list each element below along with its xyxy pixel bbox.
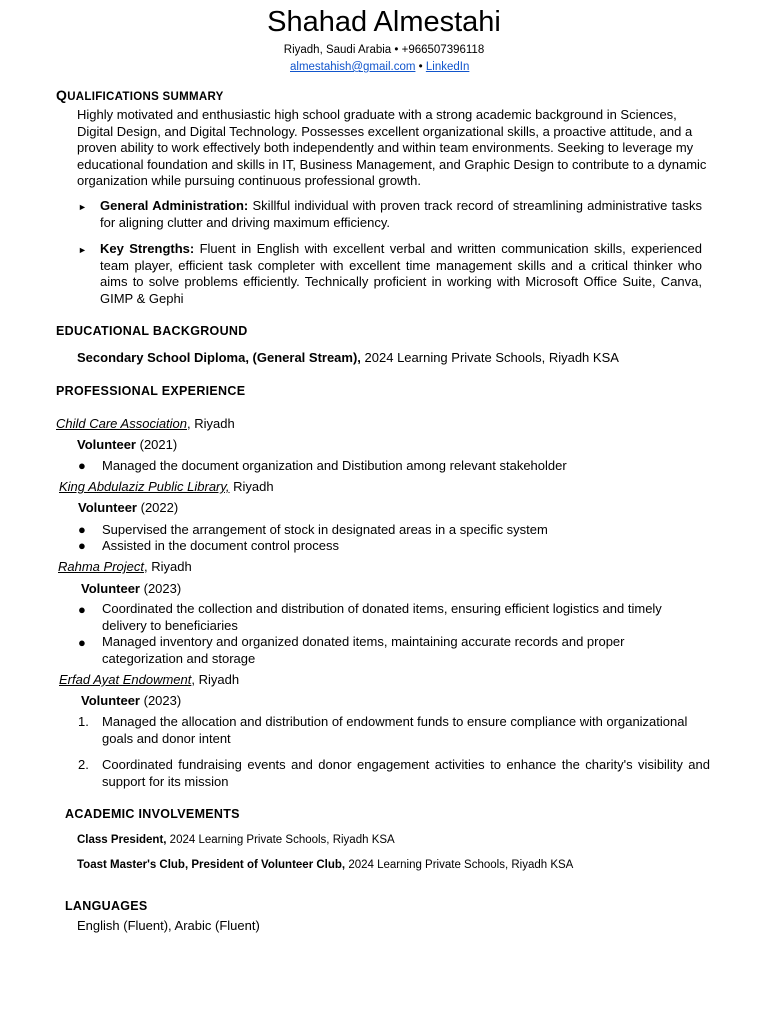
academic-title: Class President,: [77, 834, 167, 846]
bullet-text: Skillful individual with proven track record of streamlining administrative tasks for aligning clutter and driving maximum efficiency.: [100, 198, 702, 230]
role-line: [81, 581, 181, 597]
role-line: [78, 500, 178, 516]
qualifications-heading: [56, 87, 224, 105]
contact-separator: •: [415, 61, 426, 73]
academic-item: [77, 858, 573, 873]
experience-heading: PROFESSIONAL EXPERIENCE: [56, 384, 246, 398]
role-title: Volunteer: [81, 693, 140, 708]
qualification-bullet: [100, 241, 702, 307]
role-year: (2023): [140, 693, 182, 708]
list-number: 1.: [78, 714, 89, 729]
summary-paragraph: Highly motivated and enthusiastic high school graduate with a strong academic background in Sciences, Digital Design, and Digital Technology. Possesses excellent organizational skills, a proactive attitude, and a proven ability to work effectively both independently and within team environments. Seeking to leverage my educational foundation and skills in IT, Business Management, and Graphic Design to contribute to a dynamic organization while pursuing continuous professional growth.: [77, 107, 707, 189]
qualification-bullet: [100, 198, 702, 231]
experience-item: Coordinated the collection and distribution of donated items, ensuring efficient logistics and timely delivery to beneficiaries: [102, 601, 662, 633]
academic-item: [77, 833, 395, 848]
languages-heading: LANGUAGES: [65, 899, 148, 913]
experience-item: Assisted in the document control process: [102, 538, 340, 553]
org-name: Erfad Ayat Endowment: [59, 672, 192, 687]
heading-rest: UALIFICATIONS SUMMARY: [67, 91, 224, 103]
org-line: [56, 416, 235, 432]
triangle-bullet-icon: ►: [78, 245, 87, 255]
org-line: [59, 672, 239, 688]
degree-detail: 2024 Learning Private Schools, Riyadh KSA: [360, 350, 619, 365]
role-title: Volunteer: [77, 437, 136, 452]
academic-detail: 2024 Learning Private Schools, Riyadh KSA: [166, 834, 395, 846]
triangle-bullet-icon: ►: [78, 202, 87, 212]
role-year: (2021): [136, 437, 178, 452]
org-location: , Riyadh: [191, 672, 240, 687]
email-link[interactable]: almestahish@gmail.com: [290, 61, 416, 73]
org-line: [59, 479, 274, 495]
bullet-dot-icon: ●: [78, 458, 86, 473]
role-line: [77, 437, 177, 453]
experience-item: Managed the document organization and Distibution among relevant stakeholder: [102, 458, 567, 473]
org-line: [58, 559, 192, 575]
org-location: , Riyadh: [143, 559, 192, 574]
resume-name: Shahad Almestahi: [267, 6, 501, 38]
org-name: Rahma Project: [58, 559, 144, 574]
role-year: (2023): [140, 581, 182, 596]
contact-links: [290, 60, 469, 75]
bullet-dot-icon: ●: [78, 538, 86, 553]
bullet-dot-icon: ●: [78, 635, 86, 650]
org-name: Child Care Association: [56, 416, 188, 431]
academic-title: Toast Master's Club, President of Volunteer Club,: [77, 859, 346, 871]
location-phone: Riyadh, Saudi Arabia • +966507396118: [283, 44, 485, 56]
bullet-dot-icon: ●: [78, 522, 86, 537]
degree-title: Secondary School Diploma, (General Stream),: [77, 350, 361, 365]
org-name: King Abdulaziz Public Library,: [59, 479, 230, 494]
education-entry: [77, 350, 619, 366]
academic-heading: ACADEMIC INVOLVEMENTS: [65, 807, 240, 821]
education-heading: EDUCATIONAL BACKGROUND: [56, 324, 248, 338]
list-number: 2.: [78, 757, 89, 772]
bullet-text: Fluent in English with excellent verbal and written communication skills, experienced team player, efficient task completer with excellent time management skills and a critical thinker who aims to solve problems efficiently. Technically proficient in working with Microsoft Office Suite, Canva, GIMP & Gephi: [100, 241, 702, 306]
academic-detail: 2024 Learning Private Schools, Riyadh KSA: [345, 859, 574, 871]
bullet-label: Key Strengths:: [100, 241, 195, 256]
experience-item: Coordinated fundraising events and donor engagement activities to enhance the charity's visibility and support for its mission: [102, 757, 710, 789]
linkedin-link[interactable]: LinkedIn: [425, 61, 470, 73]
role-year: (2022): [137, 500, 179, 515]
role-title: Volunteer: [81, 581, 140, 596]
experience-item: Managed inventory and organized donated items, maintaining accurate records and proper categorization and storage: [102, 634, 625, 666]
role-title: Volunteer: [78, 500, 137, 515]
bullet-dot-icon: ●: [78, 602, 86, 617]
heading-initial: Q: [56, 87, 68, 103]
org-location: Riyadh: [229, 479, 274, 494]
role-line: [81, 693, 181, 709]
org-location: , Riyadh: [187, 416, 235, 431]
languages-text: English (Fluent), Arabic (Fluent): [77, 918, 260, 933]
experience-item: Managed the allocation and distribution of endowment funds to ensure compliance with organizational goals and donor intent: [102, 714, 688, 746]
experience-item: Supervised the arrangement of stock in designated areas in a specific system: [102, 522, 548, 537]
bullet-label: General Administration:: [100, 198, 249, 213]
